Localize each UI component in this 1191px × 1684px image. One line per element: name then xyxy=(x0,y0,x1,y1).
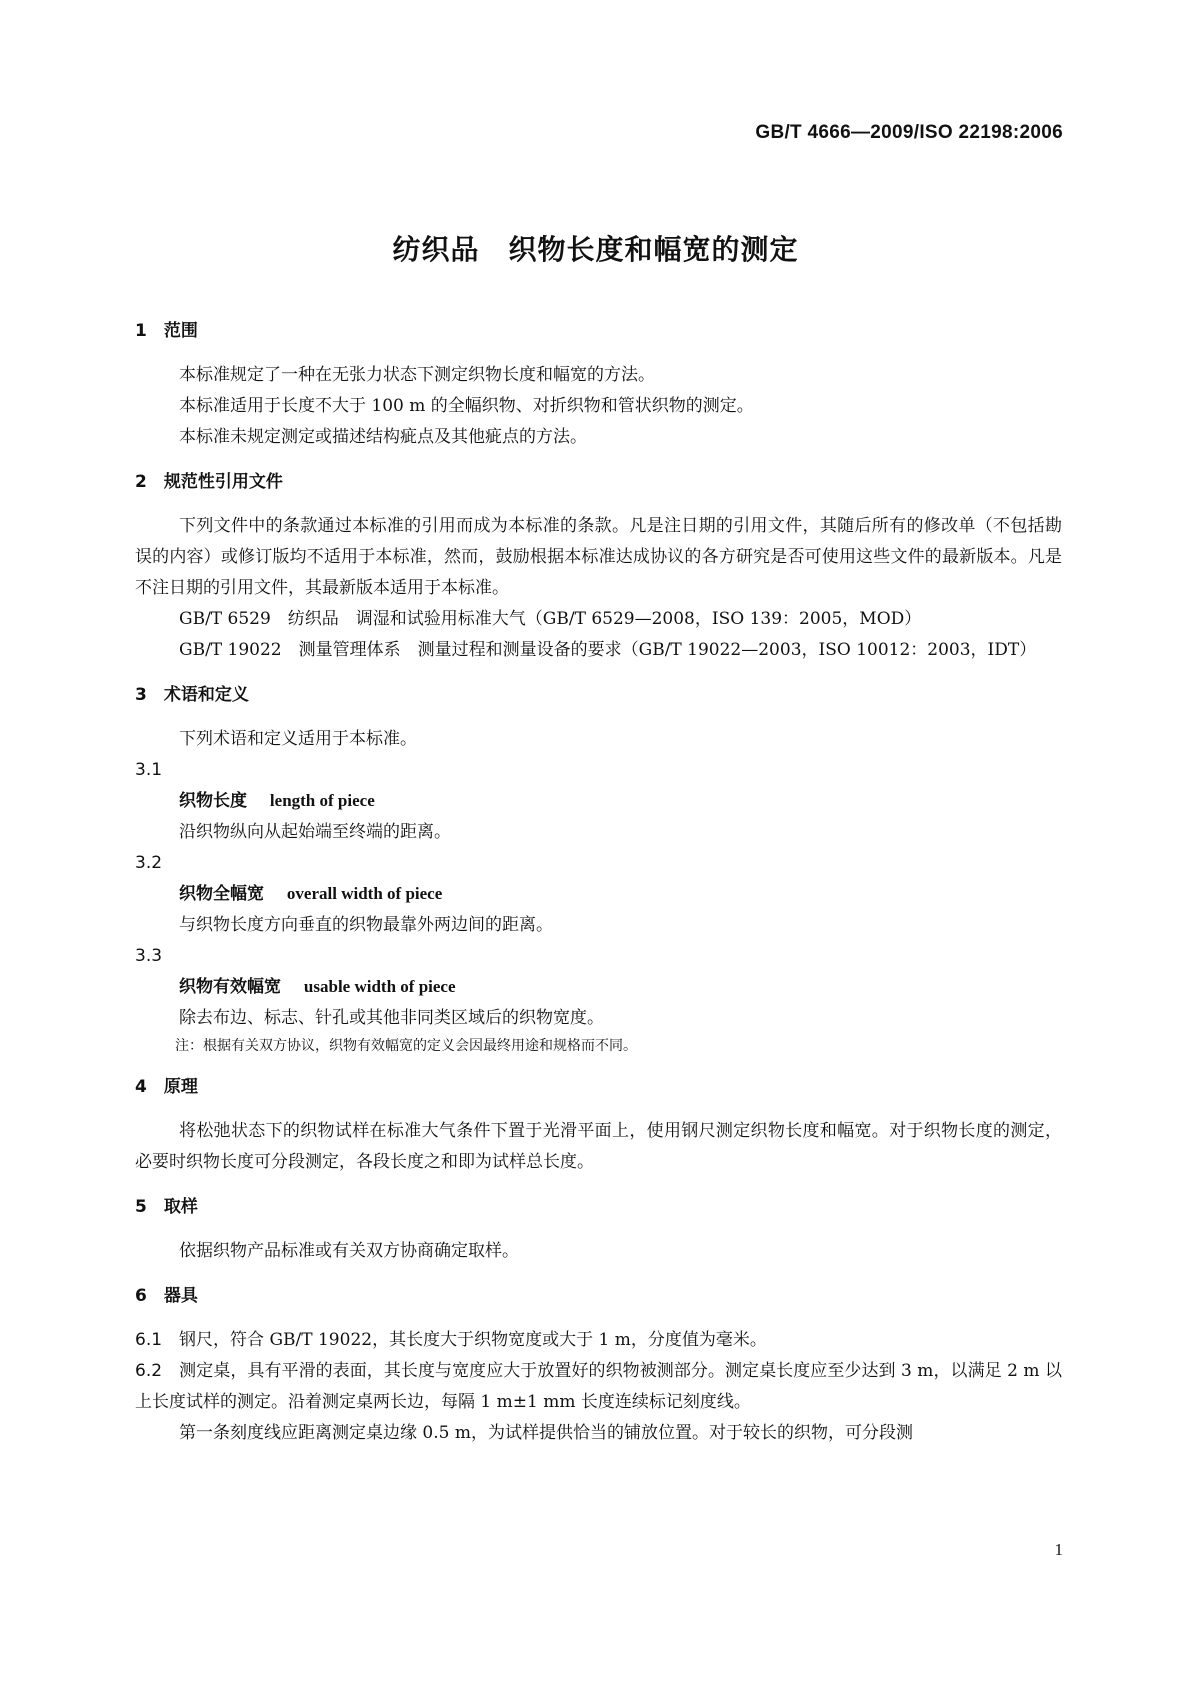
clause-6-2-text: 测定桌，具有平滑的表面，其长度与宽度应大于放置好的织物被测部分。测定桌长度应至少达到 3 m，以满足 2 m 以上长度试样的测定。沿着测定桌两长边，每隔 1 m±1 mm 长度连续标记刻度线。 xyxy=(135,1361,1063,1412)
term-3-1-number: 3.1 xyxy=(135,760,163,780)
clause-6-1-number: 6.1 xyxy=(135,1330,163,1350)
principle-paragraph: 将松弛状态下的织物试样在标准大气条件下置于光滑平面上，使用钢尺测定织物长度和幅宽。对于织物长度的测定，必要时织物长度可分段测定，各段长度之和即为试样总长度。 xyxy=(135,1121,1062,1172)
section-3-heading: 3 术语和定义 xyxy=(135,685,249,705)
clause-6-2-continuation: 第一条刻度线应距离测定桌边缘 0.5 m，为试样提供恰当的铺放位置。对于较长的织物，可分段测 xyxy=(179,1423,913,1443)
term-3-3-title xyxy=(179,971,1062,1003)
term-3-2-en: overall width of piece xyxy=(286,884,443,903)
clause-6-2 xyxy=(135,1356,1062,1418)
term-3-3-definition: 除去布边、标志、针孔或其他非同类区域后的织物宽度。 xyxy=(179,1008,604,1028)
page-number: 1 xyxy=(1054,1540,1063,1559)
term-3-1-definition: 沿织物纵向从起始端至终端的距离。 xyxy=(179,822,451,842)
term-3-1-en: length of piece xyxy=(269,791,375,810)
term-3-2-title xyxy=(179,878,1062,910)
clause-6-1-text: 钢尺，符合 GB/T 19022，其长度大于织物宽度或大于 1 m，分度值为毫米。 xyxy=(179,1330,767,1350)
term-3-3-number: 3.3 xyxy=(135,946,163,966)
clause-6-2-number: 6.2 xyxy=(135,1361,163,1381)
section-2-heading: 2 规范性引用文件 xyxy=(135,472,283,492)
scope-paragraph-2: 本标准适用于长度不大于 100 m 的全幅织物、对折织物和管状织物的测定。 xyxy=(179,396,754,416)
scope-paragraph-3: 本标准未规定测定或描述结构疵点及其他疵点的方法。 xyxy=(179,427,587,447)
section-1-heading: 1 范围 xyxy=(135,321,198,341)
terms-intro: 下列术语和定义适用于本标准。 xyxy=(179,729,417,749)
sampling-paragraph: 依据织物产品标准或有关双方协商确定取样。 xyxy=(179,1241,519,1261)
term-note: 注：根据有关双方协议，织物有效幅宽的定义会因最终用途和规格而不同。 xyxy=(175,1038,637,1054)
document-body xyxy=(135,320,1062,1449)
term-3-2-definition: 与织物长度方向垂直的织物最靠外两边间的距离。 xyxy=(179,915,553,935)
document-title: 纺织品 织物长度和幅宽的测定 xyxy=(392,233,799,266)
section-4-heading: 4 原理 xyxy=(135,1077,198,1097)
term-3-2-cn: 织物全幅宽 xyxy=(179,884,264,904)
term-3-2-number: 3.2 xyxy=(135,853,163,873)
clause-6-1 xyxy=(135,1325,1062,1356)
term-3-3-en: usable width of piece xyxy=(303,977,456,996)
section-5-heading: 5 取样 xyxy=(135,1197,198,1217)
section-6-heading: 6 器具 xyxy=(135,1286,198,1306)
term-3-1-cn: 织物长度 xyxy=(179,791,247,811)
term-3-1-title xyxy=(179,785,1062,817)
reference-gbt-6529: GB/T 6529 纺织品 调湿和试验用标准大气（GB/T 6529—2008，ISO 139：2005，MOD） xyxy=(179,609,922,629)
term-3-3-cn: 织物有效幅宽 xyxy=(179,977,281,997)
standard-code: GB/T 4666—2009/ISO 22198:2006 xyxy=(755,122,1063,143)
scope-paragraph-1: 本标准规定了一种在无张力状态下测定织物长度和幅宽的方法。 xyxy=(179,365,655,385)
normative-references-intro: 下列文件中的条款通过本标准的引用而成为本标准的条款。凡是注日期的引用文件，其随后所有的修改单（不包括勘误的内容）或修订版均不适用于本标准，然而，鼓励根据本标准达成协议的各方研究是否可使用这些文件的最新版本。凡是不注日期的引用文件，其最新版本适用于本标准。 xyxy=(135,516,1062,598)
reference-gbt-19022: GB/T 19022 测量管理体系 测量过程和测量设备的要求（GB/T 19022—2003，ISO 10012：2003，IDT） xyxy=(179,640,1037,660)
